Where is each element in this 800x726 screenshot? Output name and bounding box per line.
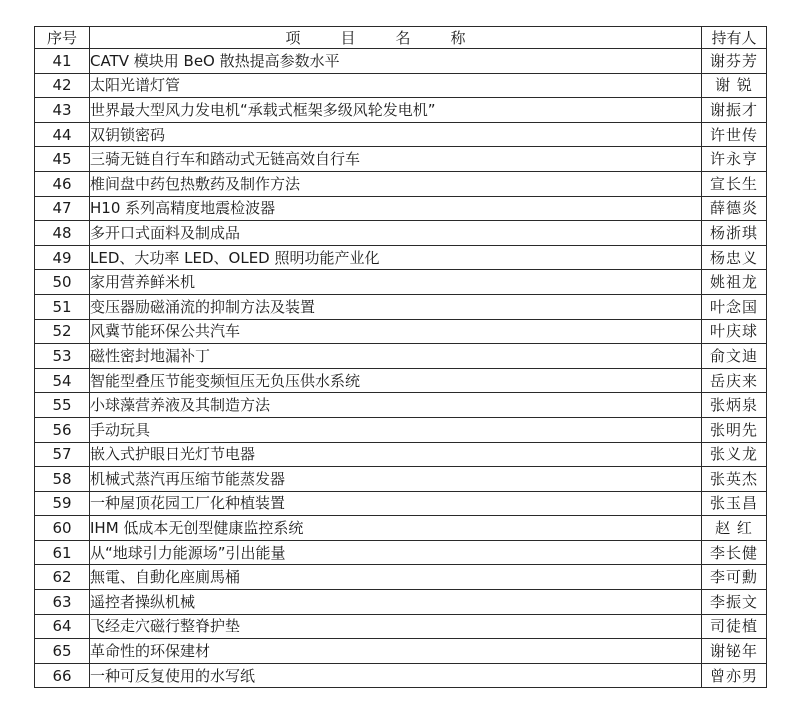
- project-name-cell: 太阳光谱灯管: [90, 73, 702, 98]
- serial-number-cell: 52: [35, 319, 90, 344]
- project-name-cell: 智能型叠压节能变频恒压无负压供水系统: [90, 368, 702, 393]
- project-name-cell: 飞经走穴磁行整脊护垫: [90, 614, 702, 639]
- header-project-name: 项目名称: [90, 27, 702, 49]
- serial-number-cell: 55: [35, 393, 90, 418]
- project-name-cell: 無電、自動化座廁馬桶: [90, 565, 702, 590]
- serial-number-cell: 61: [35, 540, 90, 565]
- serial-number-cell: 41: [35, 49, 90, 74]
- project-name-cell: 风冀节能环保公共汽车: [90, 319, 702, 344]
- header-row: [35, 27, 767, 49]
- holder-cell: 岳庆来: [702, 368, 767, 393]
- project-name-cell: 三骑无链自行车和踏动式无链高效自行车: [90, 147, 702, 172]
- serial-number-cell: 56: [35, 417, 90, 442]
- serial-number-cell: 50: [35, 270, 90, 295]
- project-name-cell: 一种屋顶花园工厂化种植装置: [90, 491, 702, 516]
- project-name-cell: 世界最大型风力发电机“承载式框架多级风轮发电机”: [90, 98, 702, 123]
- table-row: [35, 368, 767, 393]
- holder-cell: 赵 红: [702, 516, 767, 541]
- serial-number-cell: 57: [35, 442, 90, 467]
- table-row: [35, 221, 767, 246]
- project-name-cell: H10 系列高精度地震检波器: [90, 196, 702, 221]
- holder-cell: 宣长生: [702, 171, 767, 196]
- table-row: [35, 442, 767, 467]
- project-name-cell: 遥控者操纵机械: [90, 590, 702, 615]
- holder-cell: 许世传: [702, 122, 767, 147]
- project-name-cell: 革命性的环保建材: [90, 639, 702, 664]
- project-name-cell: 椎间盘中药包热敷药及制作方法: [90, 171, 702, 196]
- holder-cell: 李可勳: [702, 565, 767, 590]
- table-header: [35, 27, 767, 49]
- serial-number-cell: 60: [35, 516, 90, 541]
- serial-number-cell: 42: [35, 73, 90, 98]
- table-row: [35, 294, 767, 319]
- holder-cell: 谢芬芳: [702, 49, 767, 74]
- serial-number-cell: 45: [35, 147, 90, 172]
- project-name-cell: 变压器励磁涌流的抑制方法及装置: [90, 294, 702, 319]
- table-row: [35, 417, 767, 442]
- table-row: [35, 245, 767, 270]
- serial-number-cell: 64: [35, 614, 90, 639]
- table-row: [35, 639, 767, 664]
- serial-number-cell: 43: [35, 98, 90, 123]
- table-row: [35, 491, 767, 516]
- serial-number-cell: 51: [35, 294, 90, 319]
- holder-cell: 谢振才: [702, 98, 767, 123]
- table-row: [35, 98, 767, 123]
- table-row: [35, 49, 767, 74]
- table-row: [35, 540, 767, 565]
- project-table: [34, 26, 767, 688]
- project-name-cell: 多开口式面料及制成品: [90, 221, 702, 246]
- serial-number-cell: 66: [35, 663, 90, 688]
- holder-cell: 谢铋年: [702, 639, 767, 664]
- holder-cell: 姚祖龙: [702, 270, 767, 295]
- serial-number-cell: 53: [35, 344, 90, 369]
- table-row: [35, 516, 767, 541]
- serial-number-cell: 54: [35, 368, 90, 393]
- holder-cell: 李振文: [702, 590, 767, 615]
- serial-number-cell: 59: [35, 491, 90, 516]
- holder-cell: 张英杰: [702, 467, 767, 492]
- table-row: [35, 319, 767, 344]
- header-serial-number: 序号: [35, 27, 90, 49]
- holder-cell: 杨忠义: [702, 245, 767, 270]
- table-row: [35, 344, 767, 369]
- serial-number-cell: 65: [35, 639, 90, 664]
- table-row: [35, 663, 767, 688]
- table-row: [35, 196, 767, 221]
- holder-cell: 司徒植: [702, 614, 767, 639]
- holder-cell: 李长健: [702, 540, 767, 565]
- table-row: [35, 393, 767, 418]
- project-list-sheet: [34, 26, 766, 688]
- project-name-cell: 家用营养鲜米机: [90, 270, 702, 295]
- project-name-cell: 磁性密封地漏补丁: [90, 344, 702, 369]
- table-row: [35, 590, 767, 615]
- serial-number-cell: 47: [35, 196, 90, 221]
- table-row: [35, 565, 767, 590]
- serial-number-cell: 48: [35, 221, 90, 246]
- serial-number-cell: 62: [35, 565, 90, 590]
- holder-cell: 杨浙琪: [702, 221, 767, 246]
- project-name-cell: CATV 模块用 BeO 散热提高参数水平: [90, 49, 702, 74]
- serial-number-cell: 44: [35, 122, 90, 147]
- project-name-cell: 双钥锁密码: [90, 122, 702, 147]
- project-name-cell: LED、大功率 LED、OLED 照明功能产业化: [90, 245, 702, 270]
- holder-cell: 曾亦男: [702, 663, 767, 688]
- table-row: [35, 73, 767, 98]
- table-row: [35, 122, 767, 147]
- holder-cell: 薛德炎: [702, 196, 767, 221]
- table-row: [35, 614, 767, 639]
- holder-cell: 叶庆球: [702, 319, 767, 344]
- project-name-cell: 小球藻营养液及其制造方法: [90, 393, 702, 418]
- table-row: [35, 270, 767, 295]
- holder-cell: 谢 锐: [702, 73, 767, 98]
- table-row: [35, 147, 767, 172]
- holder-cell: 许永亨: [702, 147, 767, 172]
- table-row: [35, 467, 767, 492]
- holder-cell: 张明先: [702, 417, 767, 442]
- project-name-cell: 从“地球引力能源场”引出能量: [90, 540, 702, 565]
- holder-cell: 张玉昌: [702, 491, 767, 516]
- holder-cell: 张义龙: [702, 442, 767, 467]
- project-name-cell: 手动玩具: [90, 417, 702, 442]
- holder-cell: 张炳泉: [702, 393, 767, 418]
- project-name-cell: IHM 低成本无创型健康监控系统: [90, 516, 702, 541]
- serial-number-cell: 63: [35, 590, 90, 615]
- serial-number-cell: 49: [35, 245, 90, 270]
- table-row: [35, 171, 767, 196]
- project-name-cell: 机械式蒸汽再压缩节能蒸发器: [90, 467, 702, 492]
- table-body: [35, 49, 767, 688]
- header-holder: 持有人: [702, 27, 767, 49]
- project-name-cell: 嵌入式护眼日光灯节电器: [90, 442, 702, 467]
- holder-cell: 俞文迪: [702, 344, 767, 369]
- project-name-cell: 一种可反复使用的水写纸: [90, 663, 702, 688]
- holder-cell: 叶念国: [702, 294, 767, 319]
- serial-number-cell: 58: [35, 467, 90, 492]
- serial-number-cell: 46: [35, 171, 90, 196]
